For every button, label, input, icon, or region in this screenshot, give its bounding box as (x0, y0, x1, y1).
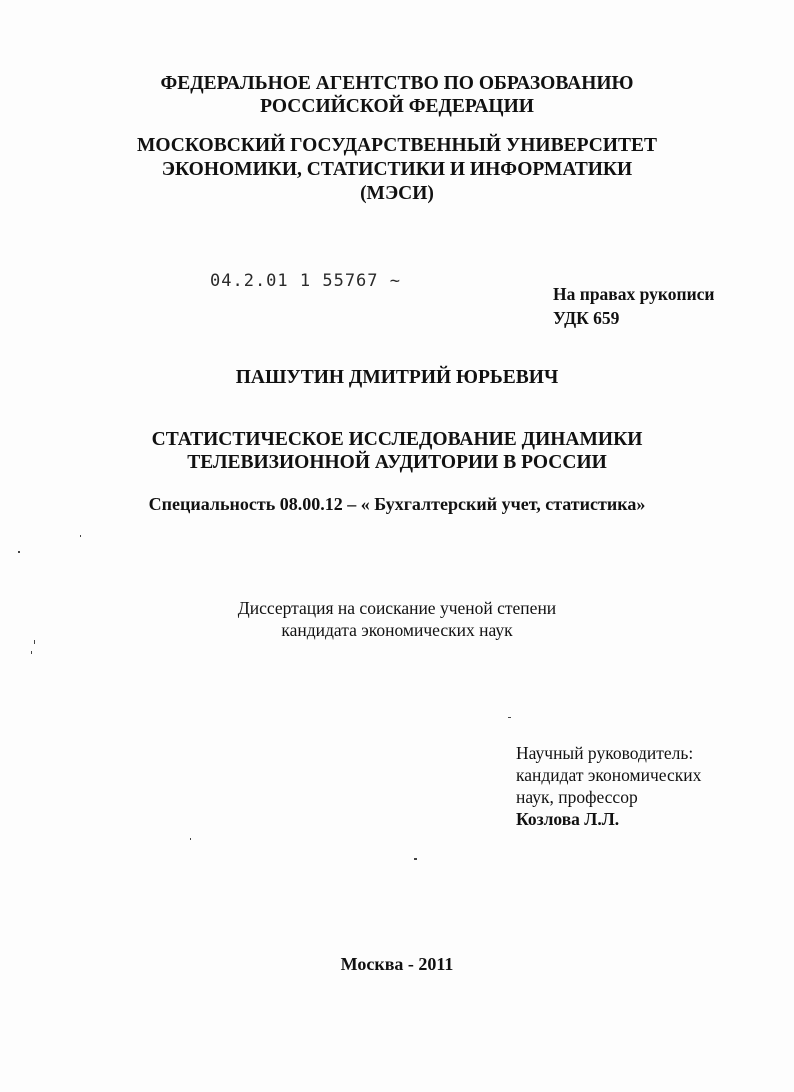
scan-speck (18, 551, 20, 553)
udk-code: УДК 659 (553, 308, 620, 328)
dissertation-title (0, 428, 794, 474)
agency-line-1: ФЕДЕРАЛЬНОЕ АГЕНТСТВО ПО ОБРАЗОВАНИЮ (160, 73, 634, 94)
scan-speck (190, 838, 191, 840)
city-year (0, 953, 794, 975)
university-line-1: МОСКОВСКИЙ ГОСУДАРСТВЕННЫЙ УНИВЕРСИТЕТ (137, 135, 657, 156)
agency-line-2: РОССИЙСКОЙ ФЕДЕРАЦИИ (260, 96, 534, 117)
title-line-2: ТЕЛЕВИЗИОННОЙ АУДИТОРИИ В РОССИИ (187, 452, 607, 473)
university-heading (0, 134, 794, 206)
university-line-3: (МЭСИ) (360, 183, 434, 204)
degree-statement (0, 597, 794, 641)
author-name-text: ПАШУТИН ДМИТРИЙ ЮРЬЕВИЧ (235, 367, 559, 388)
manuscript-rights (553, 282, 715, 330)
supervisor-block (516, 742, 701, 830)
manuscript-label: На правах рукописи (553, 284, 715, 304)
supervisor-name: Козлова Л.Л. (516, 809, 620, 829)
supervisor-label: Научный руководитель: (516, 743, 694, 763)
degree-line-1: Диссертация на соискание ученой степени (237, 598, 557, 618)
supervisor-degree-1: кандидат экономических (516, 765, 702, 785)
registration-stamp: 04.2.01 1 55767 ~ (210, 271, 401, 291)
speciality-text: Специальность 08.00.12 – « Бухгалтерский учет, статистика» (148, 494, 646, 514)
scan-speck (414, 858, 417, 860)
agency-heading (0, 72, 794, 118)
scan-speck (31, 651, 32, 654)
scan-speck (34, 640, 35, 644)
university-line-2: ЭКОНОМИКИ, СТАТИСТИКИ И ИНФОРМАТИКИ (161, 159, 633, 180)
supervisor-degree-2: наук, профессор (516, 787, 638, 807)
degree-line-2: кандидата экономических наук (281, 620, 513, 640)
city-year-text: Москва - 2011 (340, 954, 454, 974)
speciality (0, 493, 794, 515)
scan-speck (508, 717, 511, 718)
title-line-1: СТАТИСТИЧЕСКОЕ ИССЛЕДОВАНИЕ ДИНАМИКИ (151, 429, 643, 450)
scan-speck (80, 535, 81, 537)
author-name (0, 366, 794, 390)
